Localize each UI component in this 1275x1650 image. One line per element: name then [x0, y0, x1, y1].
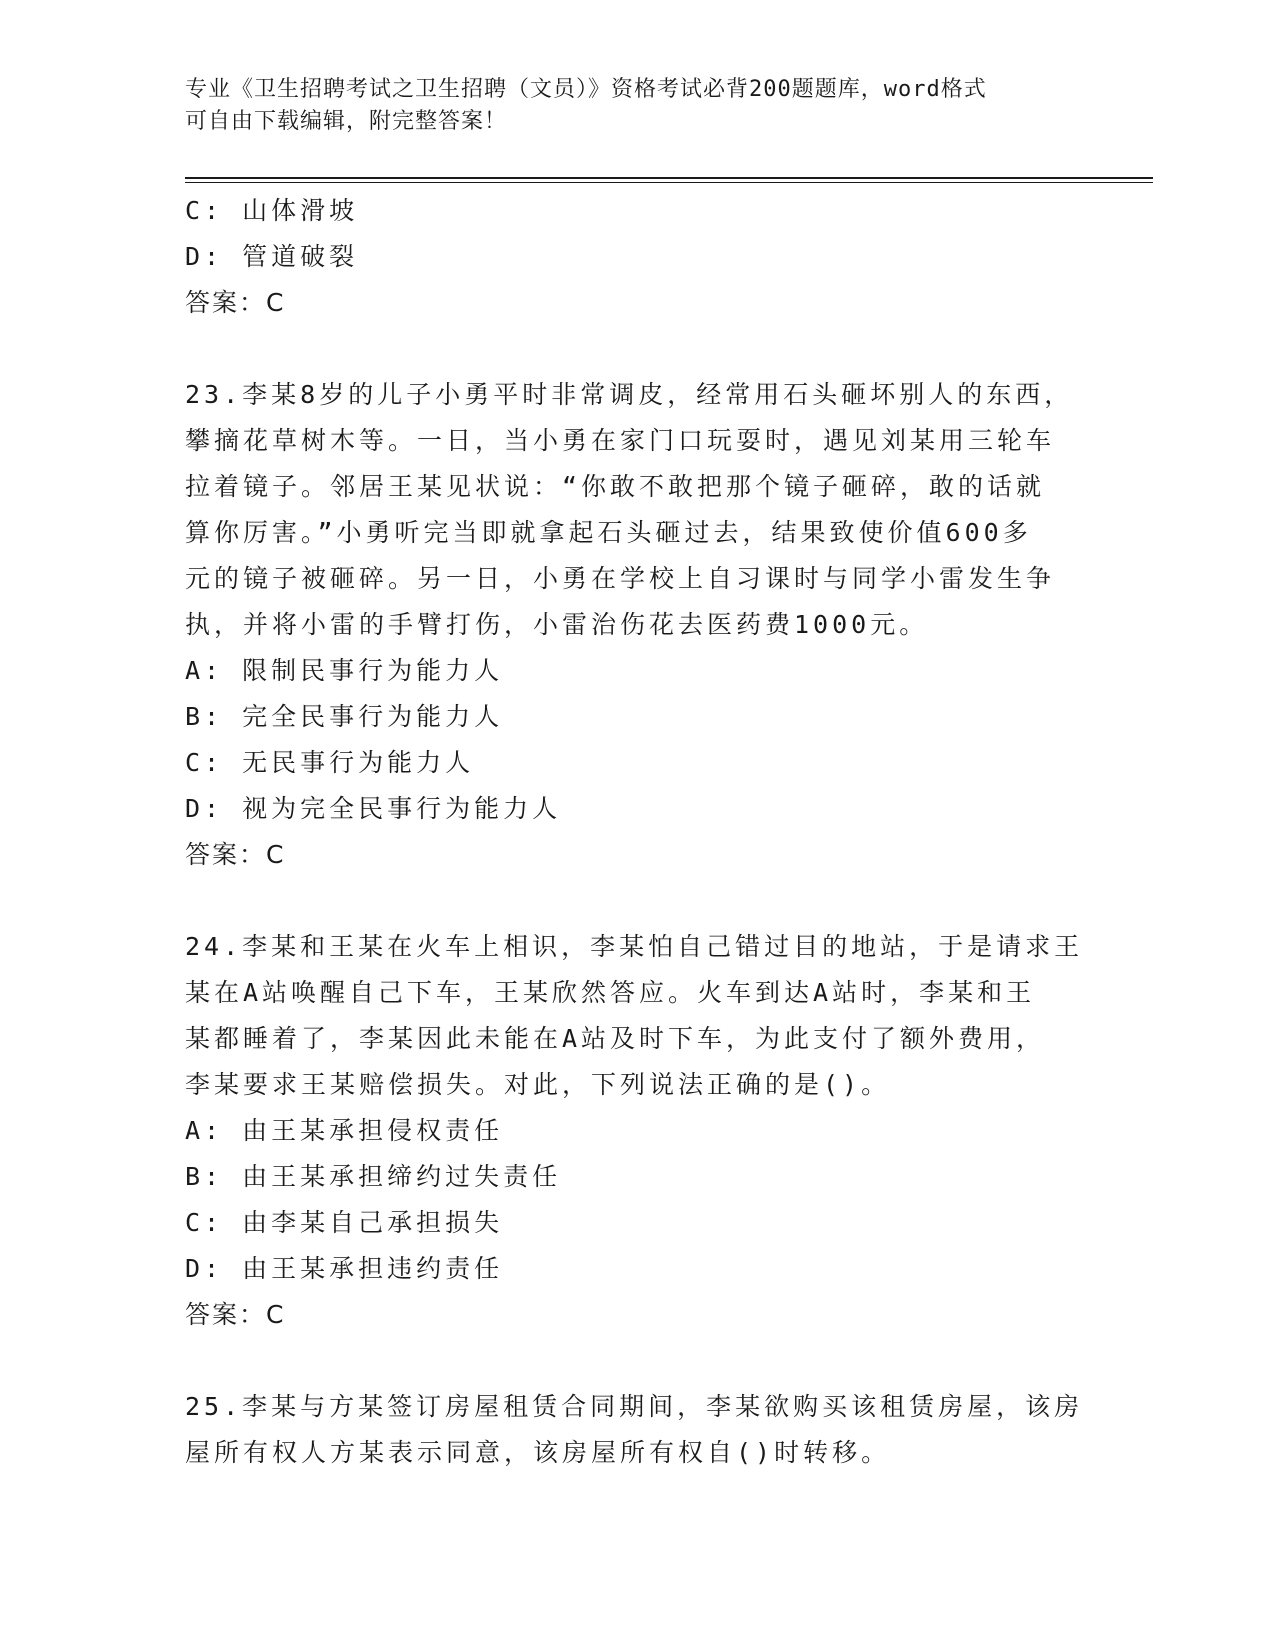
option-a: A: 限制民事行为能力人 — [185, 656, 504, 685]
option-a: A: 由王某承担侵权责任 — [185, 1116, 504, 1145]
option-c: C: 山体滑坡 — [185, 196, 359, 225]
prev-question-block — [185, 188, 1085, 326]
document-body — [185, 188, 1085, 1476]
option-d: D: 管道破裂 — [185, 242, 359, 271]
question-text-line: 25.李某与方某签订房屋租赁合同期间，李某欲购买该租赁房屋，该房 — [185, 1392, 1084, 1421]
answer-line: 答案：C — [185, 840, 286, 869]
header-line-1: 专业《卫生招聘考试之卫生招聘（文员）》资格考试必背200题题库，word格式 — [185, 77, 987, 102]
spacer — [185, 1338, 1085, 1384]
option-c: C: 无民事行为能力人 — [185, 748, 475, 777]
question-text-line: 24.李某和王某在火车上相识，李某怕自己错过目的地站，于是请求王 — [185, 932, 1084, 961]
answer-line: 答案：C — [185, 1300, 286, 1329]
option-d: D: 由王某承担违约责任 — [185, 1254, 504, 1283]
question-text-line: 执，并将小雷的手臂打伤，小雷治伤花去医药费1000元。 — [185, 610, 929, 639]
option-d: D: 视为完全民事行为能力人 — [185, 794, 562, 823]
option-c: C: 由李某自己承担损失 — [185, 1208, 504, 1237]
spacer — [185, 326, 1085, 372]
question-text-line: 攀摘花草树木等。一日，当小勇在家门口玩耍时，遇见刘某用三轮车 — [185, 426, 1056, 455]
answer-line: 答案：C — [185, 288, 286, 317]
question-text-line: 某都睡着了，李某因此未能在A站及时下车，为此支付了额外费用， — [185, 1024, 1046, 1053]
header-divider — [185, 177, 1153, 179]
option-b: B: 由王某承担缔约过失责任 — [185, 1162, 562, 1191]
header-divider-thin — [185, 182, 1153, 183]
question-text-line: 23.李某8岁的儿子小勇平时非常调皮，经常用石头砸坏别人的东西， — [185, 380, 1074, 409]
question-text-line: 算你厉害。”小勇听完当即就拿起石头砸过去，结果致使价值600多 — [185, 518, 1032, 547]
question-text-line: 屋所有权人方某表示同意，该房屋所有权自()时转移。 — [185, 1438, 891, 1467]
question-text-line: 拉着镜子。邻居王某见状说：“你敢不敢把那个镜子砸碎，敢的话就 — [185, 472, 1046, 501]
question-text-line: 某在A站唤醒自己下车，王某欣然答应。火车到达A站时，李某和王 — [185, 978, 1036, 1007]
question-23 — [185, 372, 1085, 878]
spacer — [185, 878, 1085, 924]
question-text-line: 元的镜子被砸碎。另一日，小勇在学校上自习课时与同学小雷发生争 — [185, 564, 1056, 593]
page-header — [185, 74, 1065, 138]
option-b: B: 完全民事行为能力人 — [185, 702, 504, 731]
question-25 — [185, 1384, 1085, 1476]
question-text-line: 李某要求王某赔偿损失。对此，下列说法正确的是()。 — [185, 1070, 891, 1099]
header-line-2: 可自由下载编辑，附完整答案！ — [185, 109, 508, 134]
question-24 — [185, 924, 1085, 1338]
